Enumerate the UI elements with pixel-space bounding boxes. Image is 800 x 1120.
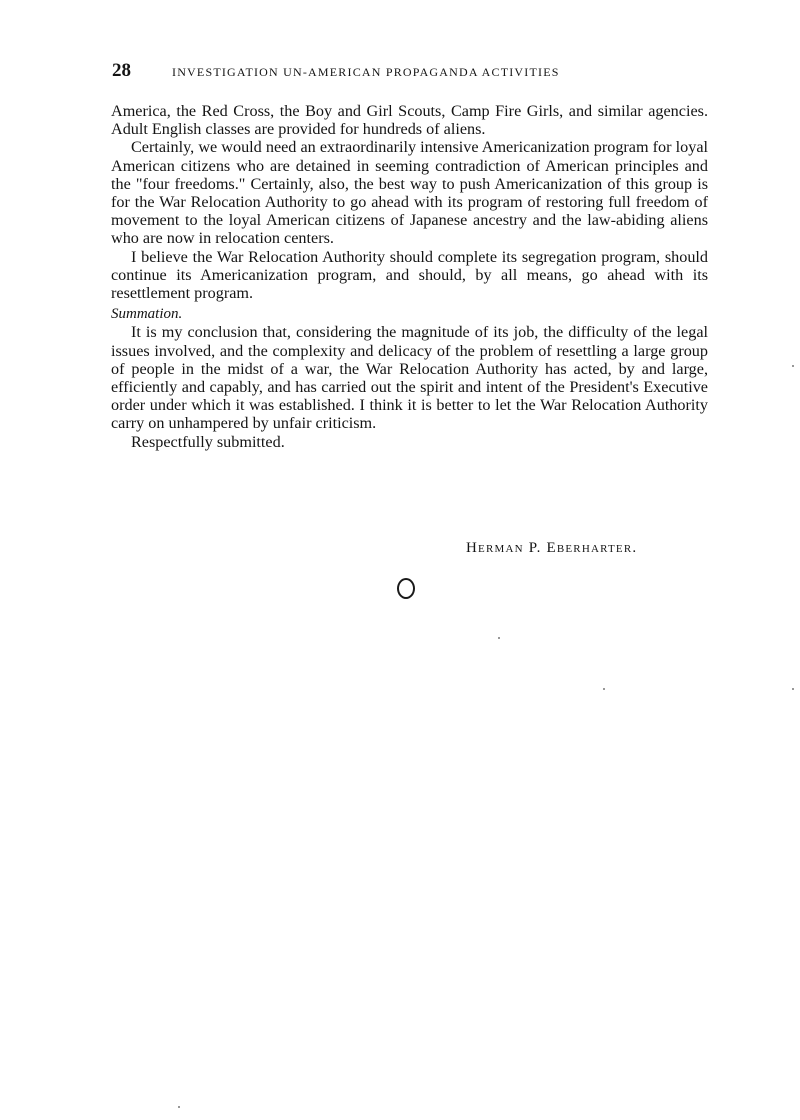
paragraph-recommendation: I believe the War Relocation Authority should complete its segregation program, should continue its Americanization program, and should, by all means, go ahead with its resettlement program. <box>111 247 708 303</box>
scan-speck <box>498 637 500 639</box>
running-head: INVESTIGATION UN-AMERICAN PROPAGANDA ACTIVITIES <box>172 65 560 79</box>
scan-speck <box>178 1106 180 1108</box>
paragraph-summation: It is my conclusion that, considering the magnitude of its job, the difficulty of the legal issues involved, and the complexity and delicacy of the problem of resettling a large group of people in the midst of a war, the War Relocation Authority has acted, by and large, efficiently and capably, and has carried out the spirit and intent of the President's Executive order under which it was established. I think it is better to let the War Relocation Authority carry on unhampered by unfair criticism. <box>111 323 708 433</box>
scan-speck <box>792 365 794 367</box>
page-number: 28 <box>112 60 131 81</box>
scan-speck <box>792 688 794 690</box>
signature: Herman P. Eberharter. <box>466 540 638 556</box>
page-header <box>112 60 712 84</box>
paragraph-continued: America, the Red Cross, the Boy and Girl Scouts, Camp Fire Girls, and similar agencies. Adult English classes are provided for hundreds of aliens. <box>111 102 708 139</box>
closing-line: Respectfully submitted. <box>131 432 285 451</box>
section-heading-summation: Summation. <box>111 306 183 323</box>
end-ornament <box>397 578 415 599</box>
body-text <box>111 102 708 451</box>
scan-speck <box>603 688 605 690</box>
paragraph-americanization: Certainly, we would need an extraordinarily intensive Americanization program for loyal American citizens who are detained in seeming contradiction of American principles and the "four freedoms." Certainly, also, the best way to push Americanization of this group is for the War Relocation Authority to go ahead with its program of restoring full freedom of movement to the loyal American citizens of Japanese ancestry and the law-abiding aliens who are now in relocation centers. <box>111 138 708 248</box>
